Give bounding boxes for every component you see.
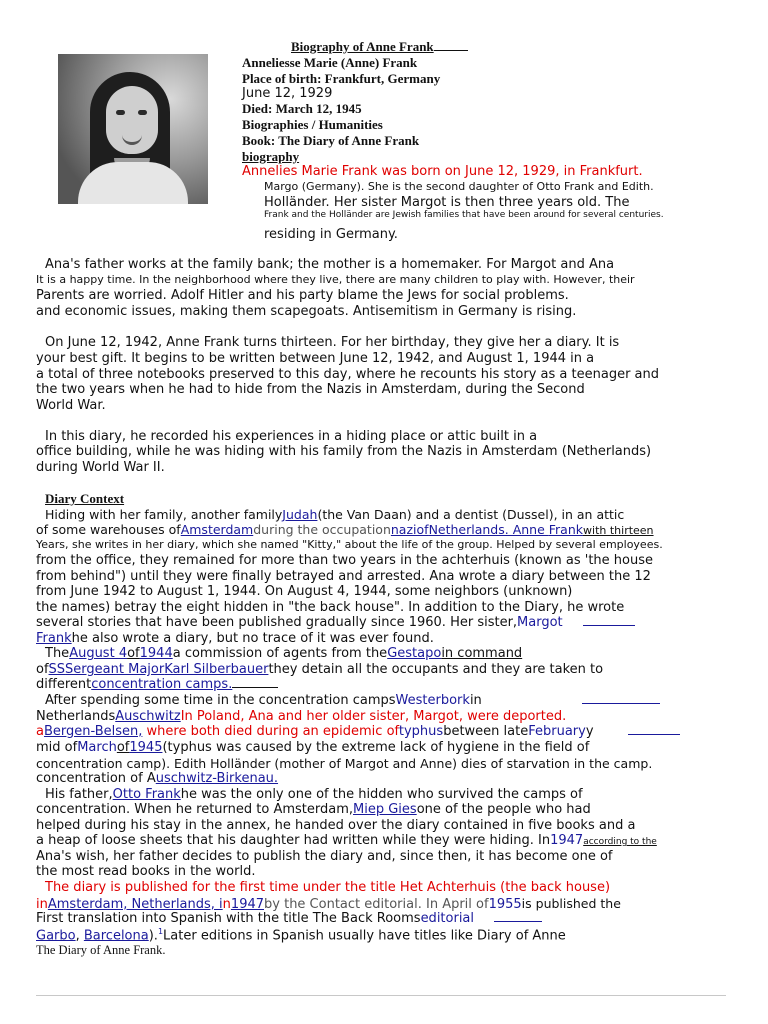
para2-line: your best gift. It begins to be written between June 12, 1942, and August 1, 1944 in a [36,351,595,366]
diary-line-11: ofSSSergeant MajorKarl Silberbauerthey detain all the occupants and they are taken to [36,662,604,677]
link-february[interactable]: February [528,724,586,739]
publish-line-4: Garbo, Barcelona).$^1$Later editions in Spanish usually have titles like Diary of Anne [36,927,566,944]
died-date: Died: March 12, 1945 [242,101,362,116]
publish-line-1: The diary is published for the first time under the title Het Achterhuis (the back house) [45,880,611,895]
para2-line: World War. [36,398,106,413]
father-line-3: helped during his stay in the annex, he handed over the diary contained in five books and a [36,818,636,833]
page-divider [36,995,726,996]
father-line-6: the most read books in the world. [36,864,256,879]
diary-line-8: several stories that have been published gradually since 1960. Her sister,Margot [36,615,635,630]
para1-line: Ana's father works at the family bank; the mother is a homemaker. For Margot and Ana [45,257,615,272]
father-line-5: Ana's wish, her father decides to publish the diary and, since then, it has become one of [36,849,613,864]
diary-line-9: Frankhe also wrote a diary, but no trace of it was ever found. [36,631,434,646]
category: Biographies / Humanities [242,117,383,132]
link-concentration-camps[interactable]: concentration camps. [91,677,233,692]
link-otto-frank[interactable]: Otto Frank [112,787,181,802]
para1-line: It is a happy time. In the neighborhood where they live, there are many children to play with. However, their [36,273,635,286]
link-gestapo[interactable]: Gestapo [387,646,442,661]
book-title: Book: The Diary of Anne Frank [242,133,420,148]
section-heading-diary-context: Diary Context [45,491,125,506]
blank-underline [583,615,635,626]
diary-line-1: Hiding with her family, another familyJudah(the Van Daan) and a dentist (Dussel), in an attic [45,507,625,522]
link-auschwitz-birkenau[interactable]: uschwitz-Birkenau. [155,771,279,786]
link-of[interactable]: of [416,522,429,537]
blank-underline [582,693,660,704]
intro-line-3: Holländer. Her sister Margot is then three years old. The [264,195,630,210]
publish-line-3: First translation into Spanish with the title The Back Roomseditorial [36,911,542,926]
link-frank-2[interactable]: Frank [36,631,72,646]
para3-line: office building, while he was hiding with his family from the Nazis in Amsterdam (Netherlands) [36,444,652,459]
camps-line-6: concentration of Auschwitz-Birkenau. [36,771,279,786]
link-editorial[interactable]: editorial [420,911,475,926]
para2-line: On June 12, 1942, Anne Frank turns thirteen. For her birthday, they give her a diary. It is [45,335,620,350]
para3-line: during World War II. [36,460,165,475]
publish-line-5: The Diary of Anne Frank. [36,943,166,957]
link-judah[interactable]: Judah [282,507,318,522]
camps-line-4: mid ofMarchof1945(typhus was caused by the extreme lack of hygiene in the field of [36,740,590,755]
blank-underline [628,724,680,735]
diary-line-12: differentconcentration camps. [36,677,278,692]
diary-line-10: TheAugust 4of1944a commission of agents from theGestapoin command [45,646,523,661]
para1-line: Parents are worried. Adolf Hitler and his party blame the Jews for social problems. [36,288,569,303]
diary-line-6: from June 1942 to August 1, 1944. On August 4, 1944, some neighbors (unknown) [36,584,573,599]
diary-line-2: of some warehouses ofAmsterdamduring the occupationnaziofNetherlands. Anne Frankwith thirteen [36,522,654,537]
birthdate: June 12, 1929 [242,86,333,101]
intro-line-5: residing in Germany. [264,227,398,242]
para2-line: a total of three notebooks preserved to this day, where he recounts his story as a teenager and [36,367,660,382]
link-margot[interactable]: Margot [517,615,563,630]
link-karl-silberbauer[interactable]: Karl Silberbauer [164,662,269,677]
link-typhus[interactable]: typhus [398,724,444,739]
link-1945[interactable]: 1945 [129,740,163,755]
link-ss[interactable]: SS [48,662,66,677]
full-name: Anneliesse Marie (Anne) Frank [242,55,418,70]
footnote-ref[interactable]: 1 [157,927,164,936]
link-netherlands[interactable]: Netherlands. Anne [428,522,549,537]
page-title: Biography of Anne Frank [291,39,468,55]
camps-line-2: NetherlandsAuschwitzIn Poland, Ana and her older sister, Margot, were deported. [36,709,567,724]
father-line-2: concentration. When he returned to Amsterdam,Miep Giesone of the people who had [36,802,591,817]
link-amsterdam-netherlands[interactable]: Amsterdam, Netherlands, i [47,897,223,912]
para3-line: In this diary, he recorded his experiences in a hiding place or attic built in a [45,429,538,444]
link-miep-gies[interactable]: Miep Gies [353,802,417,817]
diary-line-4: from the office, they remained for more than two years in the achterhuis (known as 'the house [36,553,653,568]
intro-line-4: Frank and the Holländer are Jewish families that have been around for several centuries. [264,210,664,220]
para1-line: and economic issues, making them scapegoats. Antisemitism in Germany is rising. [36,304,577,319]
link-1955[interactable]: 1955 [488,897,522,912]
father-line-1: His father,Otto Frankhe was the only one of the hidden who survived the camps of [45,787,583,802]
birthplace: Place of birth: Frankfurt, Germany [242,71,441,86]
blank-underline [494,911,542,922]
link-1947-b[interactable]: 1947 [230,897,265,912]
link-bergen-belsen[interactable]: Bergen-Belsen, [43,724,143,739]
diary-line-3: Years, she writes in her diary, which she named "Kitty," about the life of the group. Helped by several employees. [36,538,663,551]
father-line-4: a heap of loose sheets that his daughter had written while they were hiding. In1947according to the [36,833,657,848]
publish-line-2: inAmsterdam, Netherlands, in1947by the Contact editorial. In April of1955is published the [36,896,621,912]
link-august-4[interactable]: August 4 [69,646,128,661]
para2-line: the two years when he had to hide from the Nazis in Amsterdam, during the Second [36,382,585,397]
intro-line-1: Annelies Marie Frank was born on June 12, 1929, in Frankfurt. [242,164,643,179]
link-sergeant-major[interactable]: Sergeant Major [65,662,165,677]
link-frank[interactable]: Frank [548,522,584,537]
intro-line-2: Margo (Germany). She is the second daughter of Otto Frank and Edith. [264,180,654,193]
link-garbo[interactable]: Garbo [36,928,76,944]
anne-frank-portrait-photo [58,54,208,204]
biography-label: biography [242,149,300,164]
link-1947[interactable]: 1947 [550,833,584,848]
link-1944[interactable]: 1944 [139,646,173,661]
link-march[interactable]: March [77,740,117,755]
link-amsterdam[interactable]: Amsterdam [180,522,254,537]
diary-line-7: the names) betray the eight hidden in "the back house". In addition to the Diary, he wrote [36,600,625,615]
link-westerbork[interactable]: Westerbork [395,693,470,708]
camps-line-1: After spending some time in the concentration campsWesterborkin [45,693,660,708]
link-barcelona[interactable]: Barcelona [83,928,149,944]
camps-line-3: aBergen-Belsen, where both died during an epidemic oftyphusbetween lateFebruaryy [36,724,680,739]
camps-line-5: concentration camp). Edith Holländer (mother of Margot and Anne) dies of starvation in the camp. [36,756,653,771]
link-nazi[interactable]: nazi [390,522,417,537]
link-auschwitz[interactable]: Auschwitz [115,709,181,724]
diary-line-5: from behind") until they were finally betrayed and arrested. Ana wrote a diary between the 12 [36,569,651,584]
